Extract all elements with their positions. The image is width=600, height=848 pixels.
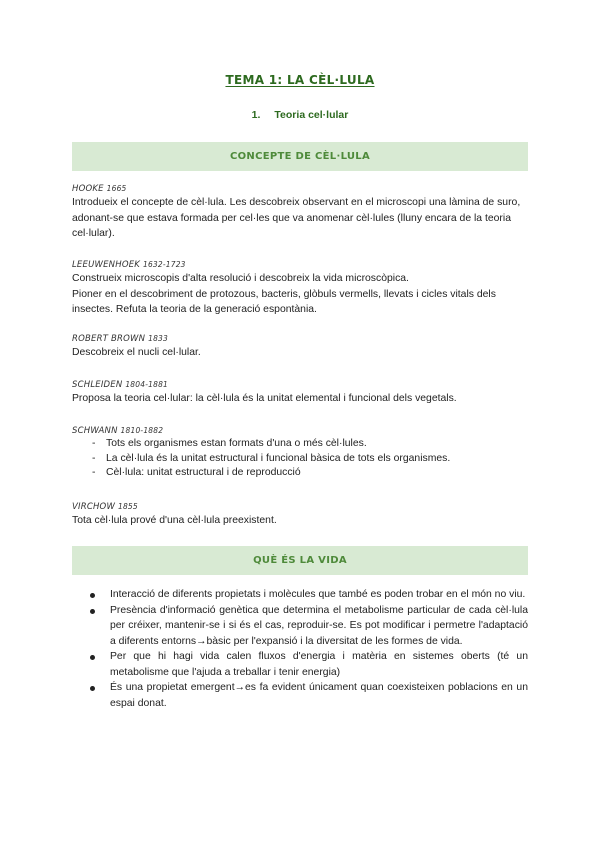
entry-text: Introdueix el concepte de cèl·lula. Les descobreix observant en el microscopi una làmina de suro, adonant-se que estava formada per cel·les que va anomenar cèl·lules (lluny encara de la teoria cel·lular). xyxy=(72,197,521,239)
entry-schleiden xyxy=(72,379,528,407)
entry-text: Construeix microscopis d'alta resolució i descobreix la vida microscòpica. xyxy=(72,273,409,284)
schwann-list xyxy=(72,437,528,481)
section-heading-concepte: CONCEPTE DE CÈL·LULA xyxy=(72,142,528,171)
scientist-name: SCHWANN xyxy=(72,426,118,436)
scientist-name: HOOKE xyxy=(72,184,104,194)
list-item: - Cèl·lula: unitat estructural i de reproducció xyxy=(72,466,528,481)
scientist-years: 1810-1882 xyxy=(120,426,164,435)
entry-heading xyxy=(72,425,528,437)
subtitle-number: 1. xyxy=(251,109,261,121)
entry-text: Descobreix el nucli cel·lular. xyxy=(72,347,201,358)
entry-text: Tota cèl·lula prové d'una cèl·lula preexistent. xyxy=(72,515,277,526)
entry-text: Proposa la teoria cel·lular: la cèl·lula és la unitat elemental i funcional dels vegetals. xyxy=(72,393,457,404)
list-item: Interacció de diferents propietats i molècules que també es poden trobar en el món no viu. xyxy=(72,587,528,603)
entry-heading xyxy=(72,379,528,391)
entry-virchow xyxy=(72,501,528,529)
entry-text-continued: Pioner en el descobriment de protozous, bacteris, glòbuls vermells, llevats i cicles vitals dels insectes. Refuta la teoria de la generació espontània. xyxy=(72,288,496,315)
entry-heading xyxy=(72,183,528,195)
vida-bullet-list xyxy=(72,587,528,711)
scientist-years: 1632-1723 xyxy=(142,260,186,269)
subtitle-text: Teoria cel·lular xyxy=(274,109,349,121)
entry-hooke xyxy=(72,183,528,242)
scientist-years: 1804-1881 xyxy=(125,380,169,389)
entry-robert-brown xyxy=(72,333,528,361)
section-subtitle xyxy=(0,109,600,121)
scientist-name: VIRCHOW xyxy=(72,502,116,512)
list-item: - Tots els organismes estan formats d'una o més cèl·lules. xyxy=(72,437,528,452)
page-title: TEMA 1: LA CÈL·LULA xyxy=(225,73,375,87)
list-item: - La cèl·lula és la unitat estructural i funcional bàsica de tots els organismes. xyxy=(72,452,528,467)
scientist-name: ROBERT BROWN xyxy=(72,334,146,344)
list-item: És una propietat emergent→es fa evident únicament quan coexisteixen poblacions en un espai donat. xyxy=(72,680,528,711)
entry-schwann xyxy=(72,425,528,481)
entry-heading xyxy=(72,259,528,271)
section-heading-vida: QUÈ ÉS LA VIDA xyxy=(72,546,528,575)
entry-heading xyxy=(72,333,528,345)
scientist-years: 1665 xyxy=(106,184,127,193)
scientist-years: 1833 xyxy=(148,334,168,343)
scientist-name: SCHLEIDEN xyxy=(72,380,123,390)
scientist-name: LEEUWENHOEK xyxy=(72,260,141,270)
vida-section xyxy=(72,587,528,711)
entry-heading xyxy=(72,501,528,513)
scientist-years: 1855 xyxy=(117,502,138,511)
list-item: Per que hi hagi vida calen fluxos d'energia i matèria en sistemes oberts (té un metabolisme que l'ajuda a treballar i tenir energia) xyxy=(72,649,528,680)
entry-leeuwenhoek xyxy=(72,259,528,318)
list-item: Presència d'informació genètica que determina el metabolisme particular de cada cèl·lula per créixer, mantenir-se i si és el cas, reproduir-se. Es pot modificar i permetre l'adaptació a diferents entorns→bàsic per l'expansió i la diversitat de les formes de vida. xyxy=(72,603,528,650)
